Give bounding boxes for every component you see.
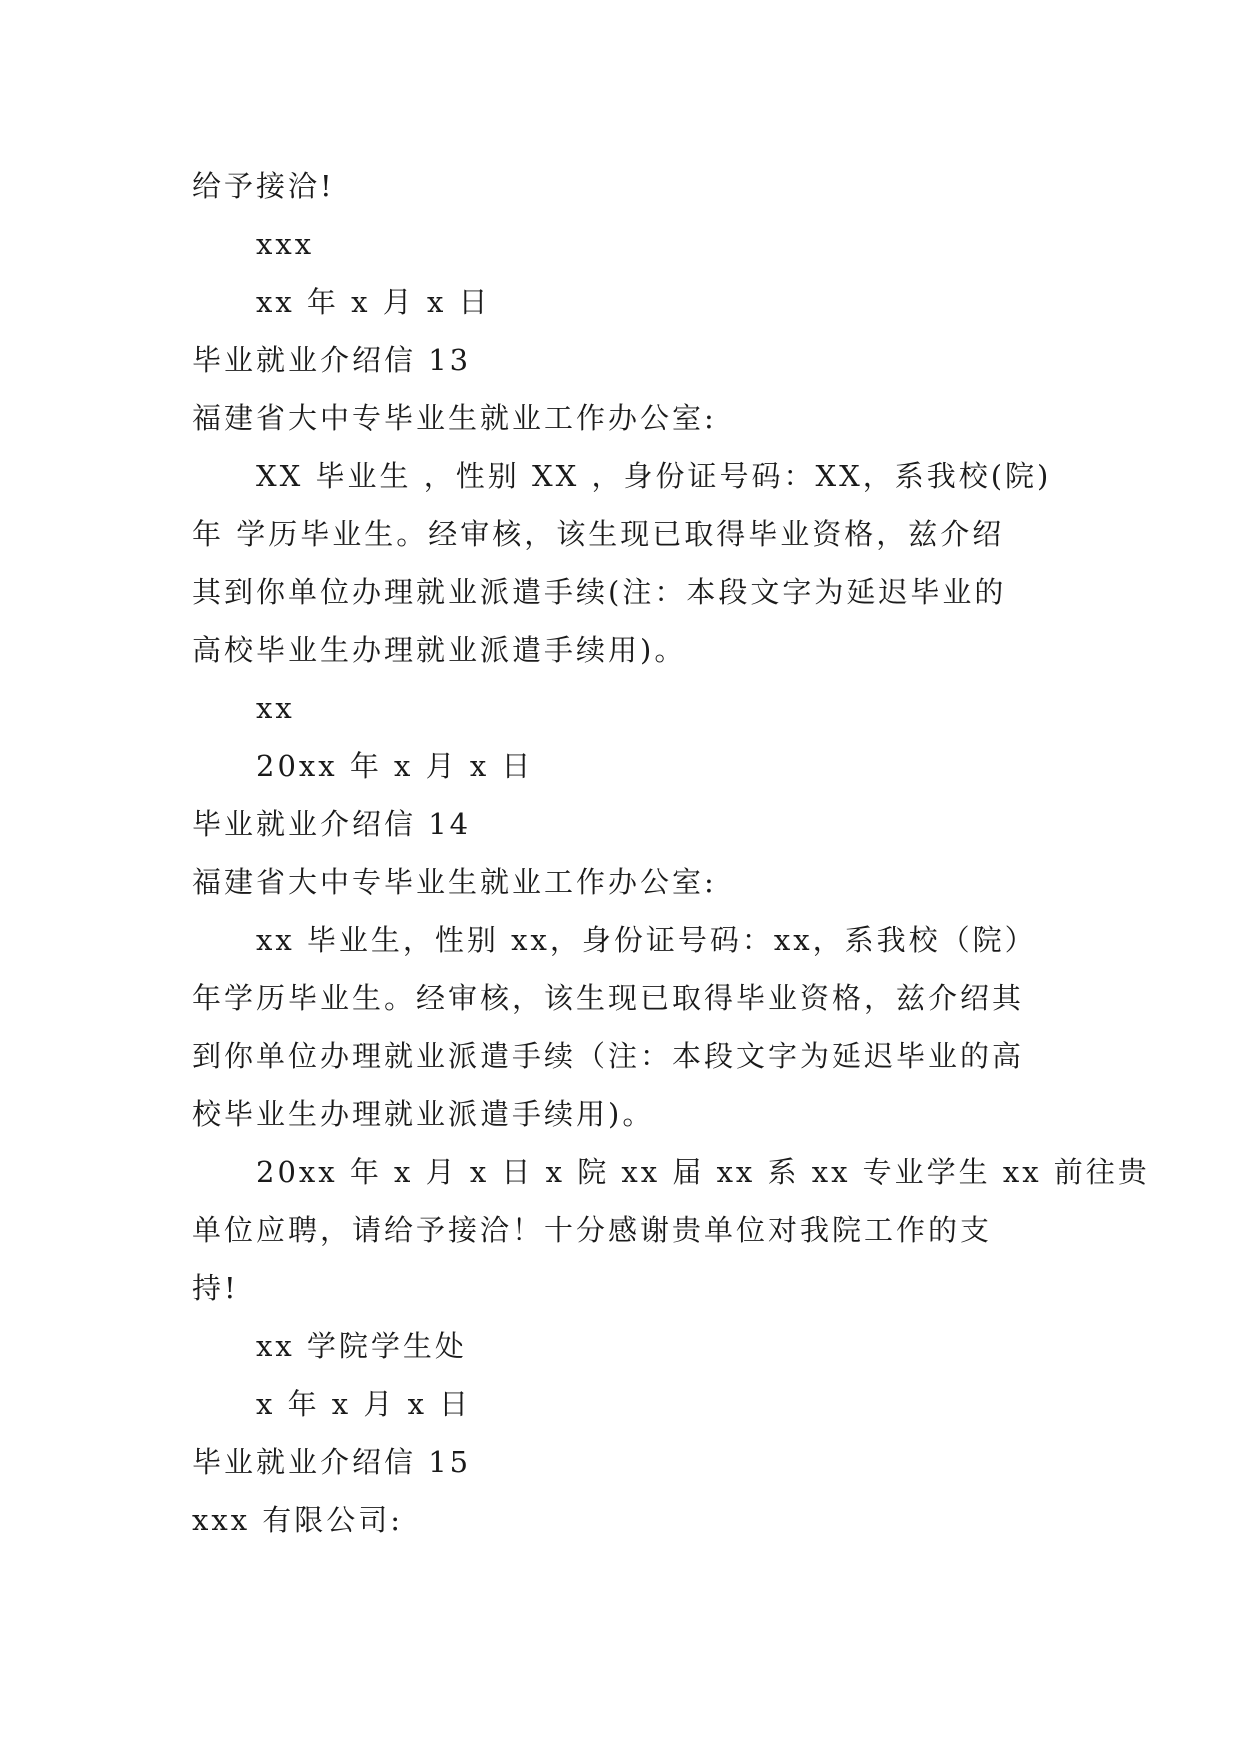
letter-title: 毕业就业介绍信 13	[192, 343, 472, 377]
date-line: 20xx 年 x 月 x 日	[256, 749, 534, 783]
date-line: xx 年 x 月 x 日	[256, 285, 491, 319]
letter-title: 毕业就业介绍信 15	[192, 1445, 472, 1479]
paragraph-line: 校毕业生办理就业派遣手续用)。	[192, 1097, 655, 1131]
signature-line: xx	[256, 691, 295, 725]
text-line: 给予接洽!	[192, 169, 335, 203]
salutation: xxx 有限公司:	[192, 1503, 404, 1537]
paragraph-line: 其到你单位办理就业派遣手续(注：本段文字为延迟毕业的	[192, 575, 1007, 609]
paragraph-line: 年 学历毕业生。经审核，该生现已取得毕业资格，兹介绍	[192, 517, 1005, 551]
paragraph-line: 年学历毕业生。经审核，该生现已取得毕业资格，兹介绍其	[192, 981, 1025, 1015]
letter-title: 毕业就业介绍信 14	[192, 807, 472, 841]
signature-line: xx 学院学生处	[256, 1329, 467, 1363]
paragraph-line: 20xx 年 x 月 x 日 x 院 xx 届 xx 系 xx 专业学生 xx 前往贵	[256, 1155, 1150, 1189]
paragraph-line: 持!	[192, 1271, 239, 1305]
paragraph-line: xx 毕业生，性别 xx，身份证号码：xx，系我校（院）	[256, 923, 1037, 957]
date-line: x 年 x 月 x 日	[256, 1387, 472, 1421]
paragraph-line: 单位应聘，请给予接洽！十分感谢贵单位对我院工作的支	[192, 1213, 993, 1247]
salutation: 福建省大中专毕业生就业工作办公室:	[192, 401, 717, 435]
signature-line: xxx	[256, 227, 315, 261]
paragraph-line: XX 毕业生 ，性别 XX ，身份证号码：XX，系我校(院)	[256, 459, 1052, 493]
salutation: 福建省大中专毕业生就业工作办公室:	[192, 865, 717, 899]
paragraph-line: 到你单位办理就业派遣手续（注：本段文字为延迟毕业的高	[192, 1039, 1025, 1073]
paragraph-line: 高校毕业生办理就业派遣手续用)。	[192, 633, 687, 667]
